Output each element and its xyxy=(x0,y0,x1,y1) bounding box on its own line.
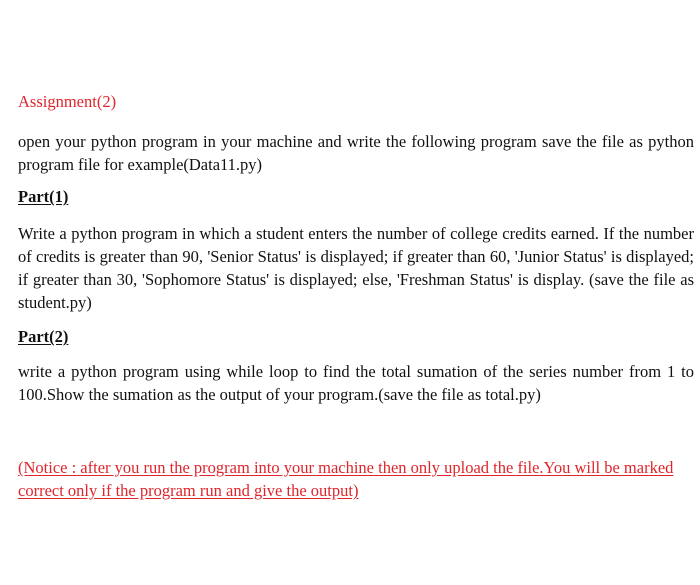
assignment-title: Assignment(2) xyxy=(18,92,117,111)
notice-text: (Notice : after you run the program into your machine then only upload the file.You will be marked correct only if the program run and give the output) xyxy=(18,458,674,500)
part1-heading: Part(1) xyxy=(18,187,69,206)
part1-paragraph: Write a python program in which a student enters the number of college credits earned. If the number of credits is greater than 90, 'Senior Status' is displayed; if greater than 60, 'Junior Status' is displayed; if greater than 30, 'Sophomore Status' is displayed; else, 'Freshman Status' is display. (save the file as student.py) xyxy=(18,224,694,312)
part2-heading: Part(2) xyxy=(18,327,69,346)
intro-paragraph: open your python program in your machine and write the following program save the file as python program file for example(Data11.py) xyxy=(18,132,694,174)
part2-paragraph: write a python program using while loop to find the total sumation of the series number from 1 to 100.Show the sumation as the output of your program.(save the file as total.py) xyxy=(18,362,694,404)
